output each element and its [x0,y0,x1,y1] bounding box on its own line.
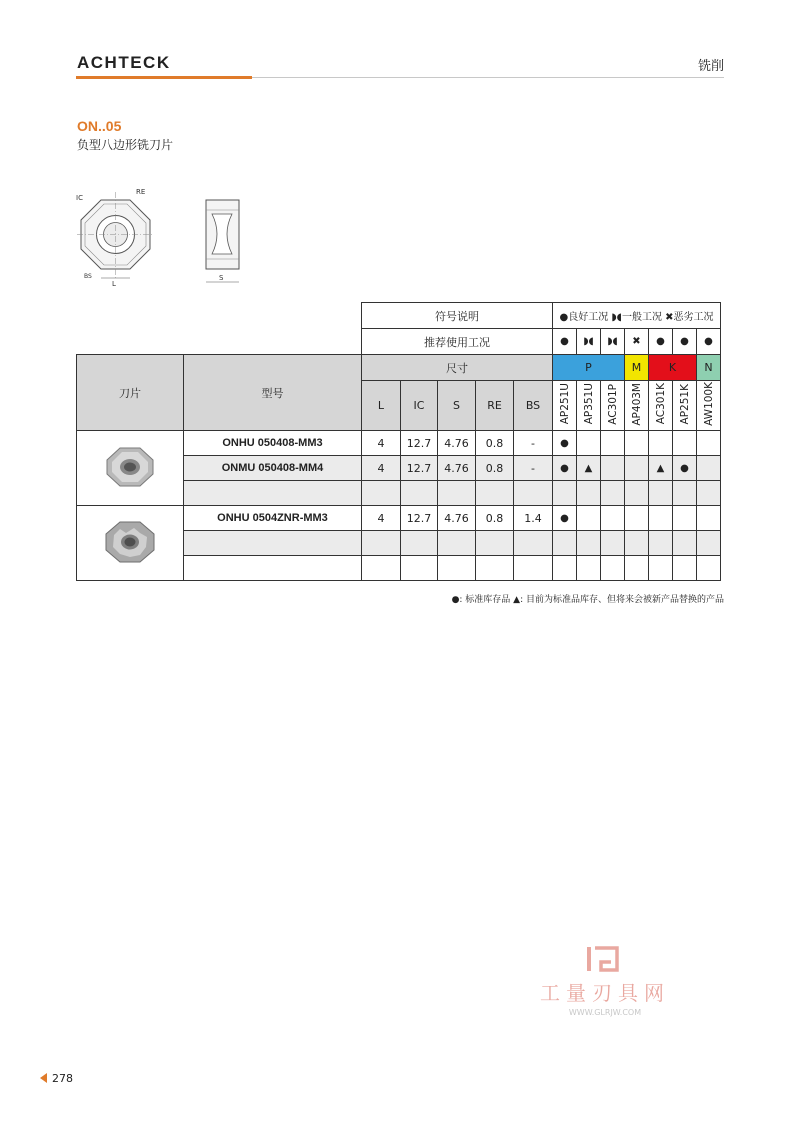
dim-header: BS [514,381,553,431]
dim-header: S [438,381,476,431]
grade-header: AP403M [630,382,643,426]
dim-cell: - [514,431,553,456]
grade-mark: ▲ [577,456,601,481]
symbol-legend-label: 符号说明 [362,303,553,329]
dim-cell: 4.76 [438,506,476,531]
dim-cell: 4 [362,506,401,531]
insert-technical-drawing [72,186,272,291]
grade-mark [601,506,625,531]
grade-mark [697,506,721,531]
material-k: K [649,355,697,381]
footnote: ●: 标准库存品 ▲: 目前为标准品库存、但将来会被新产品替换的产品 [451,595,724,605]
watermark [540,945,670,1017]
model-cell: ONHU 0504ZNR-MM3 [184,506,362,531]
dim-cell: - [514,456,553,481]
recommend-row [77,329,721,355]
dim-cell: 12.7 [401,456,438,481]
page-arrow-icon [40,1073,47,1083]
recommend-mark: ◗◖ [577,329,601,355]
re-label: RE [136,188,146,196]
header-accent-bar [76,76,252,79]
l-label: L [112,280,116,288]
material-row [77,355,721,381]
table-row [77,431,721,456]
dim-cell: 12.7 [401,506,438,531]
dim-cell: 1.4 [514,506,553,531]
grade-mark [577,506,601,531]
grade-header: AP251U [558,383,571,425]
grade-mark: ● [553,431,577,456]
grade-mark [577,431,601,456]
grade-mark [601,456,625,481]
grade-mark [649,431,673,456]
insert-photo-wiper [100,517,160,567]
spec-table [76,302,721,581]
grade-mark [625,431,649,456]
bs-label: BS [84,273,92,280]
recommend-mark: ✖ [625,329,649,355]
dim-cell: 0.8 [476,506,514,531]
grade-mark [649,506,673,531]
grade-mark [697,431,721,456]
dim-cell: 4 [362,456,401,481]
insert-photo-octagonal [100,442,160,492]
dim-cell: 0.8 [476,456,514,481]
symbol-legend-desc: ●良好工况 ◗◖一般工况 ✖恶劣工况 [553,303,721,329]
symbol-legend-row [77,303,721,329]
dim-header: RE [476,381,514,431]
material-n: N [697,355,721,381]
material-m: M [625,355,649,381]
watermark-text: 工量刃具网 [540,981,670,1005]
ic-label: IC [76,194,83,202]
recommend-mark: ◗◖ [601,329,625,355]
grade-header: AC301P [606,383,619,425]
grade-mark [673,506,697,531]
watermark-logo-icon [585,945,625,973]
dim-header: L [362,381,401,431]
recommend-mark: ● [553,329,577,355]
dim-cell: 12.7 [401,431,438,456]
dim-cell: 4.76 [438,431,476,456]
grade-mark [601,431,625,456]
grade-mark [625,506,649,531]
grade-mark: ▲ [649,456,673,481]
section-title: 铣削 [697,59,724,74]
grade-mark [697,456,721,481]
dim-cell: 4.76 [438,456,476,481]
s-label: S [219,274,224,282]
grade-header: AP251K [678,383,691,425]
page-number: 278 [52,1072,73,1085]
recommend-mark: ● [697,329,721,355]
model-cell: ONHU 050408-MM3 [184,431,362,456]
watermark-url: WWW.GLRJW.COM [568,1008,642,1017]
grade-mark: ● [553,456,577,481]
grade-mark: ● [673,456,697,481]
grade-mark [673,431,697,456]
dim-header: IC [401,381,438,431]
product-code: ON..05 [77,118,122,134]
material-p: P [553,355,625,381]
recommend-mark: ● [673,329,697,355]
grade-mark: ● [553,506,577,531]
grade-mark [625,456,649,481]
model-cell: ONMU 050408-MM4 [184,456,362,481]
brand-logo: ACHTECK [77,53,171,72]
recommend-label: 推荐使用工况 [362,329,553,355]
dimension-header: 尺寸 [362,355,553,381]
recommend-mark: ● [649,329,673,355]
grade-header: AW100K [702,382,715,426]
insert-image-cell [77,506,184,581]
insert-column-header: 刀片 [77,355,184,431]
model-column-header: 型号 [184,355,362,431]
product-subtitle: 负型八边形铣刀片 [77,138,174,152]
insert-image-cell [77,431,184,506]
grade-header: AC301K [654,383,667,425]
grade-header: AP351U [582,383,595,425]
dim-cell: 0.8 [476,431,514,456]
table-row [77,506,721,531]
dim-cell: 4 [362,431,401,456]
